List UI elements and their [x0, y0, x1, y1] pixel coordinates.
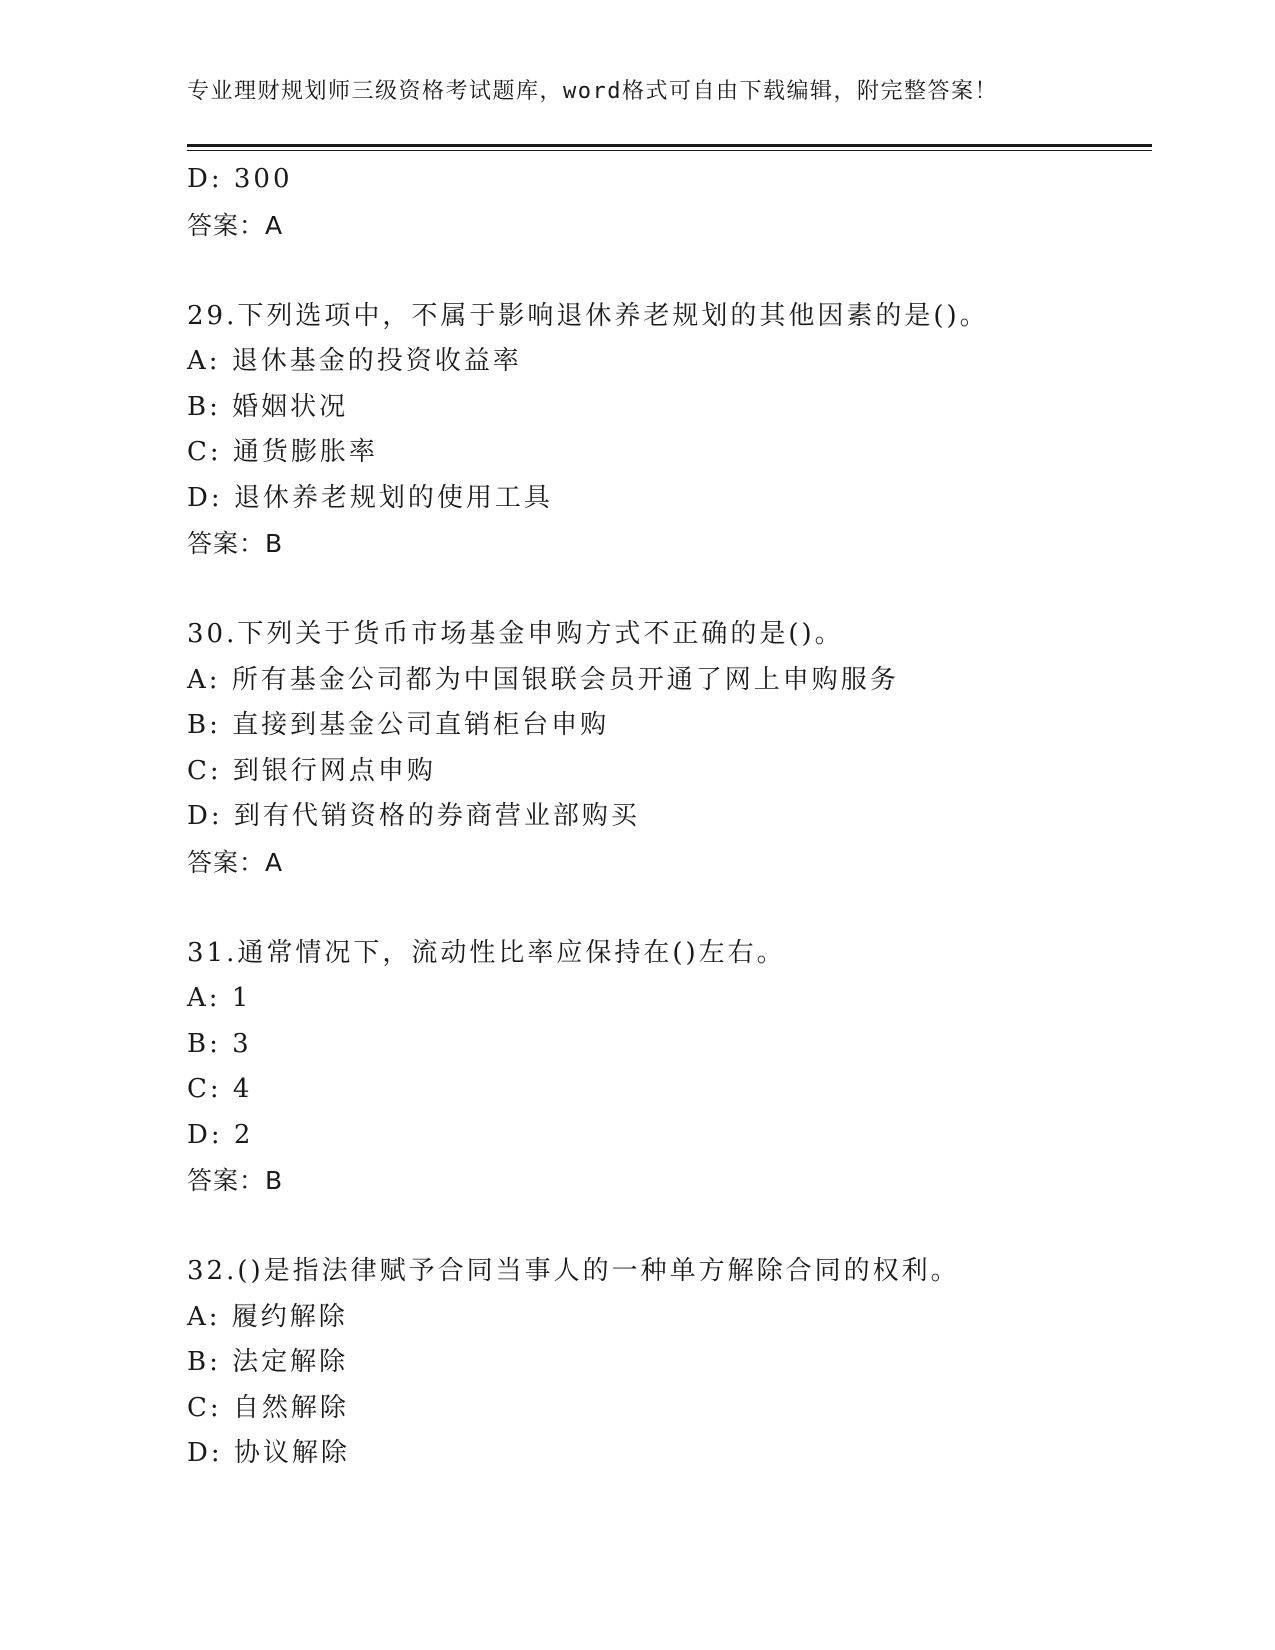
option-d: D: 2 — [187, 1119, 254, 1150]
option-c: C: 通货膨胀率 — [187, 437, 378, 467]
question-text: 30.下列关于货币市场基金申购方式不正确的是()。 — [187, 619, 844, 649]
question-text: 32.()是指法律赋予合同当事人的一种单方解除合同的权利。 — [187, 1256, 960, 1286]
question-30 — [187, 612, 1152, 885]
spacer — [187, 1204, 1152, 1250]
option-c: C: 到银行网点申购 — [187, 755, 436, 786]
spacer — [187, 248, 1152, 294]
option-b: B: 婚姻状况 — [187, 391, 349, 422]
option-d: D: 退休养老规划的使用工具 — [187, 482, 553, 513]
option-d: D: 300 — [187, 164, 293, 194]
page-header: 专业理财规划师三级资格考试题库，word格式可自由下载编辑，附完整答案！ — [187, 79, 998, 104]
question-text: 29.下列选项中，不属于影响退休养老规划的其他因素的是()。 — [187, 300, 989, 331]
question-32 — [187, 1249, 1152, 1477]
header-rule-thin — [187, 150, 1152, 151]
option-c: C: 自然解除 — [187, 1392, 349, 1423]
option-b: B: 法定解除 — [187, 1347, 349, 1377]
option-d: D: 协议解除 — [187, 1438, 350, 1468]
option-d: D: 到有代销资格的券商营业部购买 — [187, 801, 640, 831]
question-list — [187, 157, 1152, 1477]
header-rule-thick — [187, 144, 1152, 147]
answer-line: 答案：A — [187, 210, 284, 240]
option-a: A: 退休基金的投资收益率 — [187, 346, 522, 376]
option-b: B: 直接到基金公司直销柜台申购 — [187, 710, 610, 740]
question-31 — [187, 931, 1152, 1204]
answer-line: 答案：B — [187, 1166, 284, 1195]
spacer — [187, 567, 1152, 613]
answer-line: 答案：A — [187, 847, 284, 877]
option-b: B: 3 — [187, 1028, 252, 1059]
answer-line: 答案：B — [187, 529, 284, 558]
option-a: A: 所有基金公司都为中国银联会员开通了网上申购服务 — [187, 664, 899, 695]
option-c: C: 4 — [187, 1074, 253, 1104]
spacer — [187, 885, 1152, 931]
option-a: A: 1 — [187, 983, 252, 1013]
option-a: A: 履约解除 — [187, 1301, 348, 1332]
question-text: 31.通常情况下，流动性比率应保持在()左右。 — [187, 937, 786, 968]
question-29 — [187, 294, 1152, 567]
